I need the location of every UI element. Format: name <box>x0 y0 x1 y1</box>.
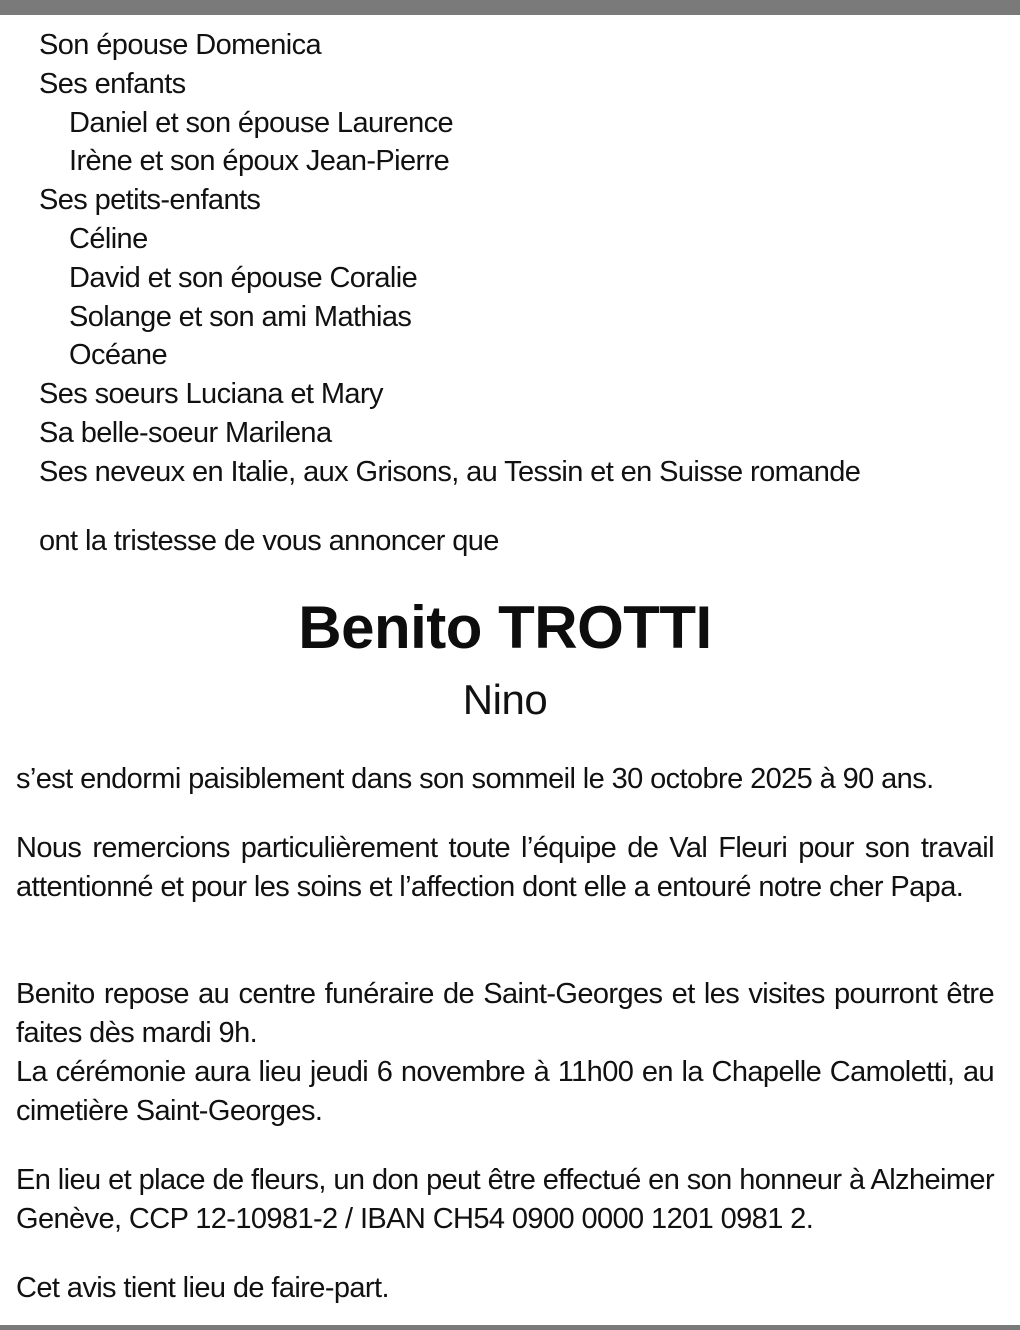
family-line: Céline <box>69 222 148 255</box>
ceremony-paragraph: La cérémonie aura lieu jeudi 6 novembre à 11h00 en la Chapelle Camoletti, au cimetière Saint-Georges. <box>16 1056 994 1127</box>
announcement-line: ont la tristesse de vous annoncer que <box>39 525 499 557</box>
family-line: David et son épouse Coralie <box>69 261 418 294</box>
family-line: Océane <box>69 339 167 372</box>
family-line: Ses soeurs Luciana et Mary <box>39 378 383 411</box>
thanks-paragraph: Nous remercions particulièrement toute l’équipe de Val Fleuri pour son travail attentionné et pour les soins et l’affection dont elle a entouré notre cher Papa. <box>16 832 994 903</box>
closing-line: Cet avis tient lieu de faire-part. <box>16 1272 389 1304</box>
family-line: Sa belle-soeur Marilena <box>39 416 332 449</box>
family-line: Son épouse Domenica <box>39 29 322 61</box>
deceased-nickname: Nino <box>462 676 548 723</box>
family-line: Solange et son ami Mathias <box>69 300 412 333</box>
family-line: Irène et son époux Jean-Pierre <box>69 145 450 178</box>
passing-paragraph: s’est endormi paisiblement dans son sommeil le 30 octobre 2025 à 90 ans. <box>16 763 934 795</box>
visits-paragraph: Benito repose au centre funéraire de Saint-Georges et les visites pourront être faites dès mardi 9h. <box>16 978 994 1049</box>
bottom-rule <box>0 1325 1020 1330</box>
donation-paragraph: En lieu et place de fleurs, un don peut être effectué en son honneur à Alzheimer Genève, CCP 12-10981-2 / IBAN CH54 0900 0000 1201 0981 2. <box>16 1164 994 1235</box>
family-list <box>39 26 860 492</box>
family-line: Ses neveux en Italie, aux Grisons, au Tessin et en Suisse romande <box>39 455 861 488</box>
top-rule <box>0 0 1020 15</box>
deceased-name: Benito TROTTI <box>298 594 712 661</box>
family-line: Ses petits-enfants <box>39 184 261 217</box>
family-line: Daniel et son épouse Laurence <box>69 106 454 139</box>
family-line: Ses enfants <box>39 67 186 100</box>
